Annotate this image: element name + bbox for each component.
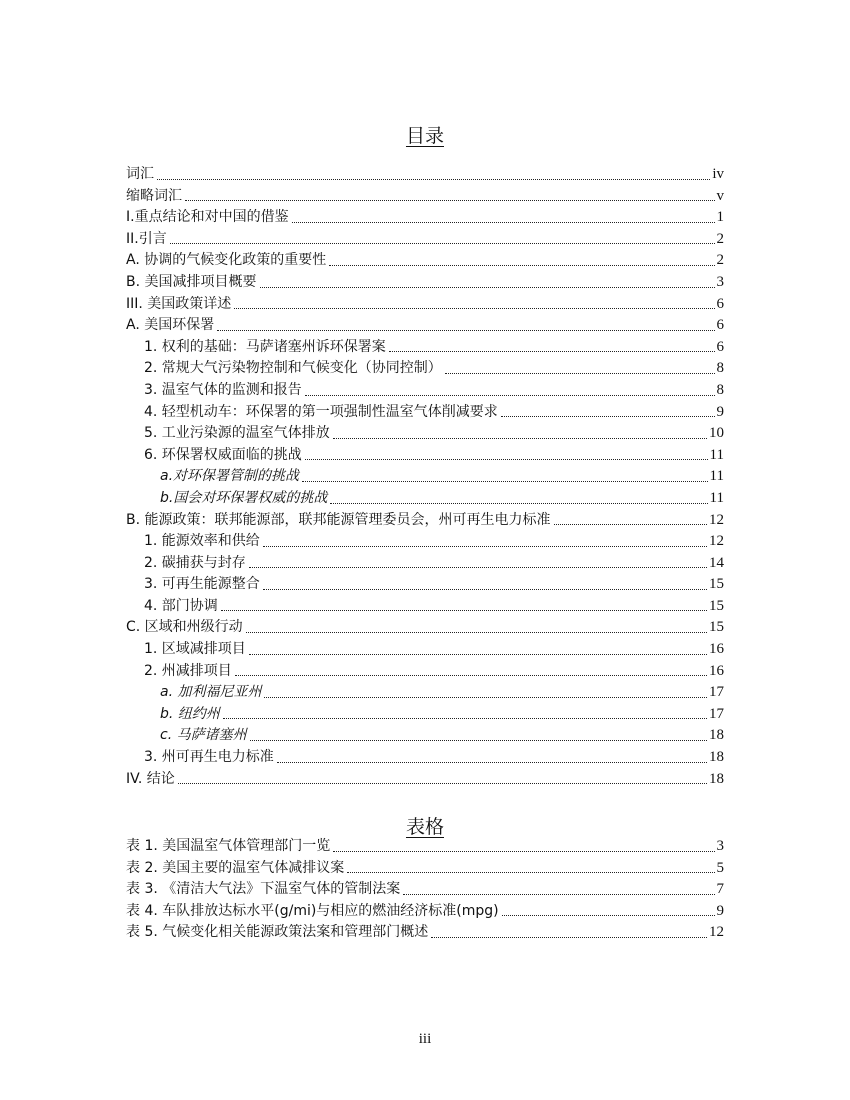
tables-entry[interactable] — [126, 922, 724, 944]
tables-entry-page: 9 — [716, 902, 724, 919]
toc-entry-label: a. 加利福尼亚州 — [160, 684, 262, 701]
dot-leader — [333, 438, 707, 439]
toc-entry-label: 1. 区域减排项目 — [144, 641, 246, 658]
toc-entry-label: 4. 轻型机动车：环保署的第一项强制性温室气体削减要求 — [144, 403, 498, 420]
dot-leader — [157, 179, 710, 180]
toc-entry-page: 3 — [716, 273, 724, 290]
toc-entry-page: 11 — [709, 489, 724, 506]
tables-list — [126, 836, 724, 944]
toc-entry[interactable] — [126, 704, 724, 726]
toc-entry-page: 8 — [716, 360, 724, 377]
toc-entry-page: 16 — [709, 641, 724, 658]
dot-leader — [292, 222, 715, 223]
toc-entry-label: A. 协调的气候变化政策的重要性 — [126, 252, 327, 269]
toc-entry[interactable] — [126, 337, 724, 359]
toc-entry-page: 12 — [709, 533, 724, 550]
toc-entry-label: 5. 工业污染源的温室气体排放 — [144, 425, 330, 442]
toc-entry[interactable] — [126, 553, 724, 575]
toc-entry-page: 2 — [716, 230, 724, 247]
toc-entry[interactable] — [126, 229, 724, 251]
dot-leader — [277, 762, 707, 763]
page-number: iii — [418, 1031, 432, 1047]
dot-leader — [431, 937, 707, 938]
toc-entry[interactable] — [126, 510, 724, 532]
toc-entry-label: 3. 温室气体的监测和报告 — [144, 381, 302, 398]
toc-entry-label: c. 马萨诸塞州 — [160, 727, 247, 744]
toc-entry[interactable] — [126, 617, 724, 639]
toc-entry[interactable] — [126, 272, 724, 294]
tables-title: 表格 — [405, 816, 444, 838]
toc-entry-label: 1. 能源效率和供给 — [144, 533, 260, 550]
dot-leader — [333, 851, 714, 852]
toc-entry-page: 6 — [716, 295, 724, 312]
dot-leader — [403, 894, 714, 895]
toc-entry-label: C. 区域和州级行动 — [126, 619, 243, 636]
toc-entry[interactable] — [126, 661, 724, 683]
tables-entry[interactable] — [126, 901, 724, 923]
dot-leader — [217, 330, 714, 331]
toc-entry-page: 10 — [709, 425, 724, 442]
toc-entry[interactable] — [126, 488, 724, 510]
dot-leader — [302, 481, 708, 482]
toc-entry[interactable] — [126, 164, 724, 186]
dot-leader — [445, 373, 715, 374]
dot-leader — [263, 546, 707, 547]
dot-leader — [501, 416, 715, 417]
toc-entry[interactable] — [126, 682, 724, 704]
toc-entry[interactable] — [126, 747, 724, 769]
dot-leader — [221, 610, 707, 611]
dot-leader — [305, 459, 708, 460]
dot-leader — [235, 675, 707, 676]
toc-entry-page: 14 — [709, 554, 724, 571]
toc-entry-label: 3. 可再生能源整合 — [144, 576, 260, 593]
toc-entry-page: 8 — [716, 381, 724, 398]
toc-entry[interactable] — [126, 315, 724, 337]
tables-entry[interactable] — [126, 879, 724, 901]
toc-entry-page: 2 — [716, 252, 724, 269]
toc-entry-label: 6. 环保署权威面临的挑战 — [144, 446, 302, 463]
toc-entry-page: 15 — [709, 576, 724, 593]
toc-entry-label: 4. 部门协调 — [144, 597, 218, 614]
dot-leader — [264, 697, 707, 698]
dot-leader — [329, 265, 714, 266]
toc-list — [126, 164, 724, 790]
toc-entry[interactable] — [126, 423, 724, 445]
tables-entry-label: 表 4. 车队排放达标水平(g/mi)与相应的燃油经济标准(mpg) — [126, 902, 499, 919]
tables-entry-page: 5 — [716, 859, 724, 876]
toc-entry-label: IV. 结论 — [126, 770, 175, 787]
dot-leader — [305, 395, 715, 396]
dot-leader — [249, 567, 707, 568]
toc-entry[interactable] — [126, 380, 724, 402]
tables-entry-label: 表 2. 美国主要的温室气体减排议案 — [126, 859, 345, 876]
toc-entry-page: 15 — [709, 619, 724, 636]
dot-leader — [223, 718, 707, 719]
toc-entry-page: 18 — [709, 727, 724, 744]
toc-entry[interactable] — [126, 402, 724, 424]
dot-leader — [246, 632, 707, 633]
toc-entry-label: III. 美国政策详述 — [126, 295, 232, 312]
toc-entry-page: 11 — [709, 468, 724, 485]
toc-entry-label: A. 美国环保署 — [126, 317, 215, 334]
toc-entry-label: I.重点结论和对中国的借鉴 — [126, 209, 289, 226]
dot-leader — [554, 524, 707, 525]
dot-leader — [185, 200, 715, 201]
tables-entry[interactable] — [126, 836, 724, 858]
toc-entry-page: 17 — [709, 684, 724, 701]
toc-entry-label: 3. 州可再生电力标准 — [144, 749, 274, 766]
toc-entry[interactable] — [126, 769, 724, 791]
tables-entry-page: 7 — [716, 881, 724, 898]
tables-entry-label: 表 1. 美国温室气体管理部门一览 — [126, 838, 331, 854]
toc-entry[interactable] — [126, 574, 724, 596]
toc-title: 目录 — [405, 125, 444, 147]
toc-entry-label: 2. 州减排项目 — [144, 662, 232, 679]
toc-entry[interactable] — [126, 531, 724, 553]
toc-entry-label: 缩略词汇 — [126, 187, 182, 204]
toc-entry[interactable] — [126, 207, 724, 229]
toc-entry-label: a.对环保署管制的挑战 — [160, 468, 300, 485]
dot-leader — [263, 589, 707, 590]
toc-entry[interactable] — [126, 596, 724, 618]
toc-entry[interactable] — [126, 186, 724, 208]
toc-entry-label: 2. 常规大气污染物控制和气候变化（协同控制） — [144, 360, 442, 377]
tables-entry[interactable] — [126, 858, 724, 880]
toc-entry-page: 15 — [709, 597, 724, 614]
toc-entry-page: 6 — [716, 317, 724, 334]
toc-entry-label: B. 能源政策：联邦能源部，联邦能源管理委员会，州可再生电力标准 — [126, 511, 551, 528]
toc-entry-label: B. 美国减排项目概要 — [126, 273, 257, 290]
toc-entry-label: II.引言 — [126, 230, 167, 247]
toc-entry-page: v — [716, 187, 724, 204]
toc-entry-page: 6 — [716, 338, 724, 355]
dot-leader — [502, 915, 715, 916]
toc-entry[interactable] — [126, 445, 724, 467]
dot-leader — [250, 740, 707, 741]
toc-entry-page: iv — [712, 166, 724, 182]
toc-entry-page: 12 — [709, 511, 724, 528]
dot-leader — [249, 654, 707, 655]
toc-entry-page: 18 — [709, 770, 724, 787]
toc-entry-label: b. 纽约州 — [160, 705, 220, 722]
toc-entry-page: 18 — [709, 749, 724, 766]
toc-entry-label: 1. 权利的基础：马萨诸塞州诉环保署案 — [144, 338, 386, 355]
dot-leader — [170, 243, 715, 244]
toc-entry-page: 9 — [716, 403, 724, 420]
dot-leader — [330, 503, 707, 504]
toc-entry[interactable] — [126, 250, 724, 272]
toc-entry-label: 2. 碳捕获与封存 — [144, 554, 246, 571]
toc-entry[interactable] — [126, 294, 724, 316]
dot-leader — [347, 872, 714, 873]
dot-leader — [260, 287, 715, 288]
toc-entry-page: 16 — [709, 662, 724, 679]
dot-leader — [234, 308, 714, 309]
toc-entry-label: b.国会对环保署权威的挑战 — [160, 489, 328, 506]
tables-entry-page: 3 — [716, 838, 724, 854]
toc-entry-page: 17 — [709, 705, 724, 722]
toc-entry[interactable] — [126, 358, 724, 380]
toc-entry-page: 1 — [716, 209, 724, 226]
toc-entry-page: 11 — [709, 446, 724, 463]
tables-entry-page: 12 — [709, 924, 724, 941]
toc-entry[interactable] — [126, 725, 724, 747]
dot-leader — [178, 783, 707, 784]
dot-leader — [389, 351, 715, 352]
toc-entry-label: 词汇 — [126, 166, 154, 182]
toc-entry[interactable] — [126, 466, 724, 488]
tables-entry-label: 表 5. 气候变化相关能源政策法案和管理部门概述 — [126, 924, 429, 941]
toc-entry[interactable] — [126, 639, 724, 661]
tables-entry-label: 表 3. 《清洁大气法》下温室气体的管制法案 — [126, 881, 401, 898]
